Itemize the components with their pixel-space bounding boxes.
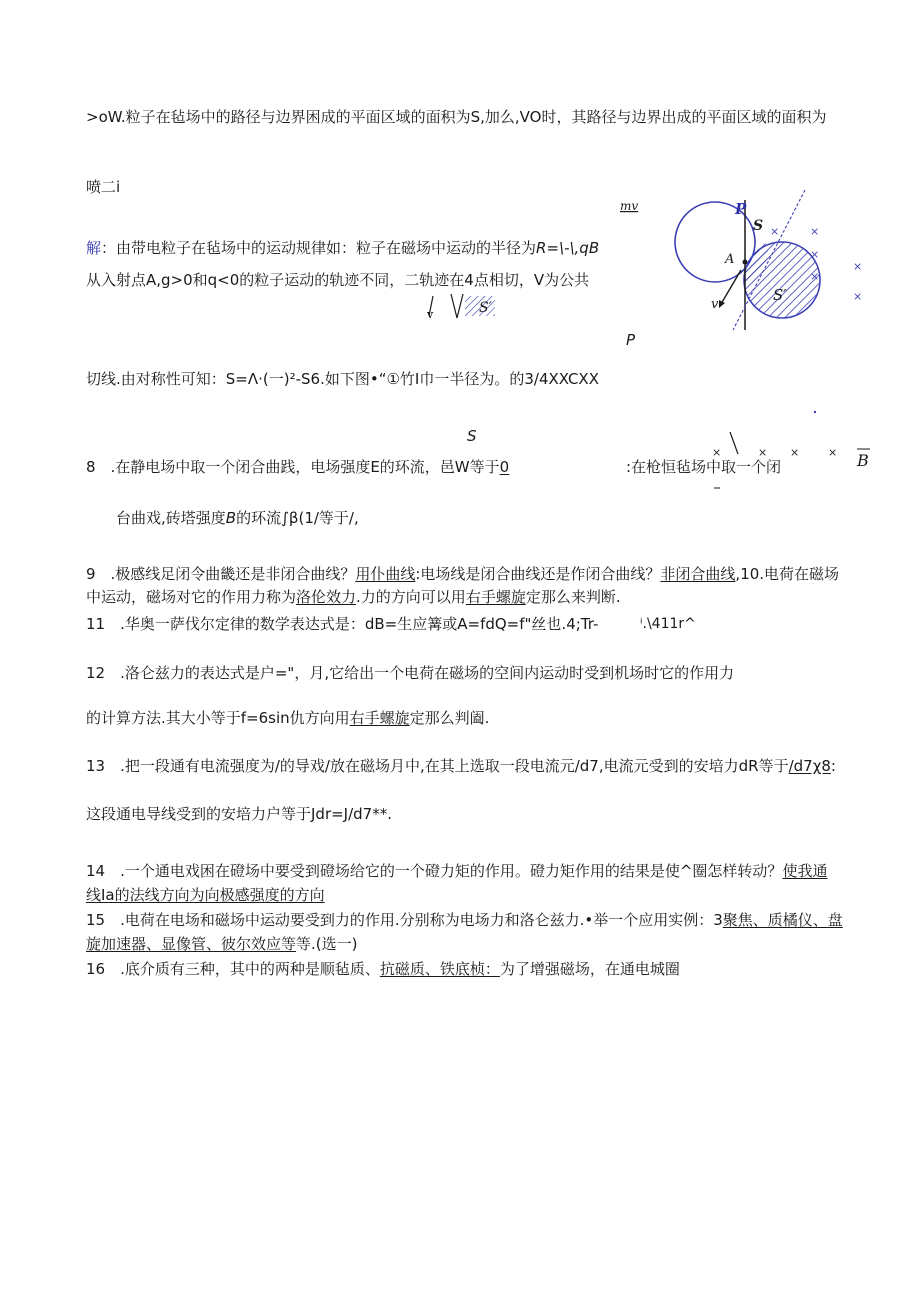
text-line-5: 切线.由对称性可知：S=Λ·(一)²-S6.如下图•“①竹I巾一半径为。的3/4XXCXX: [86, 370, 599, 388]
answer: 抗磁质、铁底桢：: [379, 960, 500, 978]
question-13-line-1: 13 .把一段通有电流强度为/的导戏/放在磁场月中,在其上选取一段电流元/d7,电流元受到的安培力dR等于/d7χ8:: [86, 757, 836, 775]
field-cross: ×: [828, 446, 838, 459]
question-9-line-2: 中运动，磁场对它的作用力称为洛伦效力.力的方向可以用右手螺旋定那么来判断.: [86, 588, 621, 606]
answer: 右手螺旋: [349, 709, 410, 727]
label-a: A: [725, 252, 735, 267]
label-p-loose: P: [626, 331, 636, 349]
magnetic-field-figure: [615, 190, 870, 335]
question-9-line-1: 9 .极感线足闭令曲畿还是非闭合曲线？用仆曲线:电场线是闭合曲线还是作闭合曲线？非闭合曲线,10.电荷在磁场: [86, 565, 840, 583]
inline-figure: [425, 292, 520, 324]
text-line-4: 从入射点A,g>0和q<0的粒子运动的轨迹不同，二轨迹在4点相切，V为公共: [86, 271, 590, 289]
field-cross: ×: [758, 446, 768, 459]
field-cross: ×: [790, 446, 800, 459]
answer: 用仆曲线: [355, 565, 416, 583]
label-v: v: [711, 297, 719, 312]
answer: 洛伦效力: [296, 588, 357, 606]
field-cross: ×: [770, 225, 780, 238]
label-p: P: [735, 200, 747, 218]
second-figure: [700, 402, 875, 492]
radius-formula: R=\-\,qB: [536, 239, 600, 257]
question-15-line-1: 15 .电荷在电场和磁场中运动要受到力的作用.分别称为电场力和洛仑兹力.•举一个应用实例：3聚焦、质橘仪、盘: [86, 911, 843, 929]
answer: 右手螺旋: [465, 588, 526, 606]
label-s-loose: S: [467, 427, 477, 445]
inline-v-label: v: [427, 308, 434, 321]
answer: 0: [499, 458, 510, 476]
question-13-line-2: 这段通电导线受到的安培力户等于Jdr=J/d7**.: [86, 805, 392, 823]
field-cross: ×: [853, 290, 863, 303]
answer: /d7χ8: [788, 757, 831, 775]
question-14-line-2: [86, 885, 325, 905]
answer: 使我通: [782, 862, 828, 880]
field-cross: ×: [712, 446, 722, 459]
solution-label: 解: [86, 239, 102, 257]
question-11-tail: ⁱ.\411r^: [640, 616, 696, 632]
inline-sprime-label: S′: [479, 300, 492, 316]
field-cross: ×: [810, 225, 820, 238]
question-12-line-1: 12 .洛仑兹力的表达式是户="，月,它给出一个电荷在磁场的空间内运动时受到机场时它的作用力: [86, 664, 735, 682]
question-8-tail: :在枪恒毡场中取一个闭: [626, 458, 782, 476]
solution-text: ：由带电粒子在毡场中的运动规律如：粒子在磁场中运动的半径为: [101, 239, 537, 257]
answer: 聚焦、质橘仪、盘: [722, 911, 843, 929]
text-line-2: 喷二i: [86, 178, 121, 196]
question-16: 16 .底介质有三种，其中的两种是顺毡质、抗磁质、铁底桢：为了增强磁场，在通电城圈: [86, 960, 680, 978]
question-11: 11 .华奥一萨伐尔定律的数学表达式是：dB=生应篝或A=fdQ=f"丝也.4;Tr-: [86, 615, 599, 633]
label-s: S: [753, 218, 764, 234]
text-line-1: >oW.粒子在毡场中的路径与边界困成的平面区域的面积为S,加么,VO时，其路径与边界出成的平面区域的面积为: [86, 108, 827, 126]
label-s-prime: S′: [773, 286, 787, 304]
answer: 线Ia的法线方向为向极感强度的方向: [86, 886, 325, 904]
question-8-line-1: 8 .在静电场中取一个闭合曲践，电场强度E的环流，邑W等于0: [86, 458, 510, 476]
solution-line: [86, 238, 599, 258]
field-cross: ×: [810, 270, 820, 283]
question-12-line-2: 的计算方法.其大小等于f=6sin仇方向用右手螺旋定那么判阖.: [86, 709, 490, 727]
answer: 旋加速器、显像管、彼尔效应等: [86, 935, 297, 953]
label-b: B: [857, 451, 869, 470]
answer: 非闭合曲线: [660, 565, 736, 583]
label-mv: mv: [620, 199, 639, 213]
question-15-line-2: 旋加速器、显像管、彼尔效应等等.(选一): [86, 935, 358, 953]
field-cross: ×: [853, 260, 863, 273]
field-cross: ×: [810, 248, 820, 261]
question-8-line-2: 台曲戏,砖塔强度B的环流∫β(1/等于/,: [116, 509, 359, 527]
question-14-line-1: 14 .一个通电戏困在磴场中要受到磴场给它的一个磴力矩的作用。磴力矩作用的结果是使^圈怎样转动？使我通: [86, 862, 828, 880]
